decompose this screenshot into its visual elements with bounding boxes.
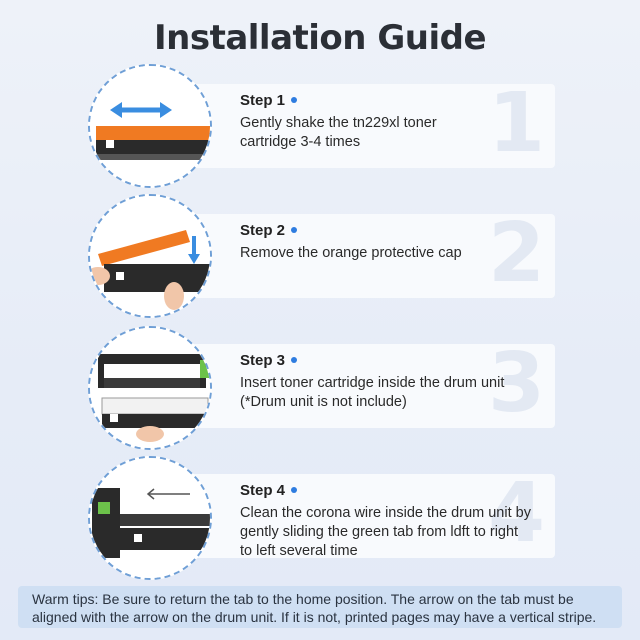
step-2-image: [88, 194, 212, 318]
step-4-label: Step 4: [240, 482, 297, 499]
step-4-description: Clean the corona wire inside the drum unit by gently sliding the green tab from ldft to right to left several time: [240, 505, 531, 559]
bullet-dot-icon: [291, 357, 297, 363]
step-2-card: [175, 206, 555, 301]
step-1-image: [88, 64, 212, 188]
bullet-dot-icon: [291, 487, 297, 493]
step-1-label: Step 1: [240, 92, 297, 109]
step-3-description: Insert toner cartridge inside the drum unit (*Drum unit is not include): [240, 375, 505, 410]
step-2-number: 2: [487, 206, 545, 301]
toner-shake-icon: [90, 66, 212, 188]
clean-corona-wire-icon: [90, 458, 212, 580]
step-2-description: Remove the orange protective cap: [240, 245, 462, 261]
step-3-label: Step 3: [240, 352, 297, 369]
step-1-card: [175, 76, 555, 171]
step-4-image: [88, 456, 212, 580]
step-2-label: Step 2: [240, 222, 297, 239]
page-title: Installation Guide: [153, 18, 486, 58]
step-4-card: [175, 466, 555, 561]
step-3-number: 3: [487, 336, 545, 431]
insert-cartridge-icon: [90, 328, 212, 450]
step-3-card: [175, 336, 555, 431]
step-3-image: [88, 326, 212, 450]
bullet-dot-icon: [291, 227, 297, 233]
step-1-number: 1: [487, 76, 545, 171]
remove-cap-icon: [90, 196, 212, 318]
step-1-description: Gently shake the tn229xl toner cartridge 3-4 times: [240, 115, 437, 150]
bullet-dot-icon: [291, 97, 297, 103]
warm-tips-note: Warm tips: Be sure to return the tab to the home position. The arrow on the tab must be aligned with the arrow on the drum unit. If it is not, printed pages may have a vertical stripe.: [18, 586, 622, 628]
step-4-number: 4: [487, 466, 545, 561]
